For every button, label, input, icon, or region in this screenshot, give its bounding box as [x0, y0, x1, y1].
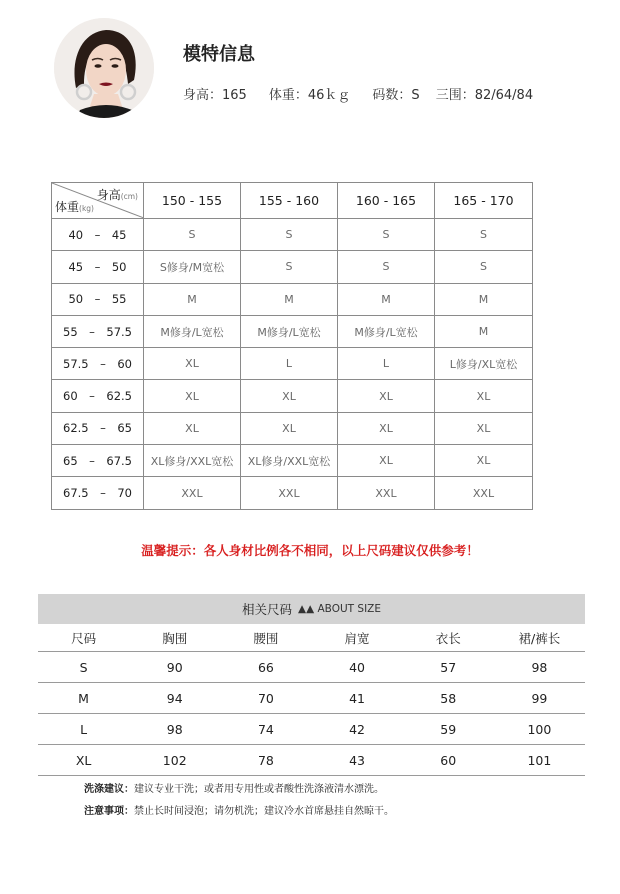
- column-header: 尺码: [38, 624, 129, 652]
- measurement-cell: 58: [403, 683, 494, 714]
- measurement-cell: 78: [220, 745, 311, 776]
- bust-label: 三围：: [435, 88, 475, 103]
- measurement-cell: M: [38, 683, 129, 714]
- size-value: S: [411, 88, 420, 103]
- about-size-table: [38, 624, 585, 776]
- measurement-cell: XL: [38, 745, 129, 776]
- size-cell: M修身/L宽松: [338, 315, 435, 347]
- corner-weight-unit: (kg): [79, 204, 94, 213]
- weight-range-label: 40 – 45: [52, 219, 144, 251]
- care-label: 注意事项：: [84, 806, 134, 817]
- height-range-header: 165 - 170: [435, 183, 533, 219]
- size-cell: M: [338, 283, 435, 315]
- measurement-cell: 70: [220, 683, 311, 714]
- weight-range-label: 60 – 62.5: [52, 380, 144, 412]
- measurement-cell: S: [38, 652, 129, 683]
- size-cell: XL: [144, 380, 241, 412]
- weight-label: 体重：: [268, 88, 308, 103]
- about-size-title: 相关尺码: [241, 602, 292, 617]
- table-row: [52, 412, 533, 444]
- size-cell: S: [435, 219, 533, 251]
- about-size-subtitle-wrap: [298, 603, 381, 615]
- bust-value: 82/64/84: [474, 88, 534, 103]
- size-cell: XL: [338, 380, 435, 412]
- table-row: [52, 380, 533, 412]
- size-cell: S: [241, 251, 338, 283]
- size-cell: S修身/M宽松: [144, 251, 241, 283]
- size-cell: XL: [435, 412, 533, 444]
- measurement-cell: 94: [129, 683, 220, 714]
- measurement-cell: 99: [494, 683, 585, 714]
- table-row: [52, 315, 533, 347]
- weight-range-label: 62.5 – 65: [52, 412, 144, 444]
- weight-range-label: 45 – 50: [52, 251, 144, 283]
- size-cell: XL: [435, 380, 533, 412]
- size-cell: S: [338, 251, 435, 283]
- height-label: 身高：: [183, 88, 223, 103]
- triangle-icon: ▲▲: [298, 603, 315, 615]
- measurement-cell: 102: [129, 745, 220, 776]
- size-label: 码数：: [372, 88, 412, 103]
- table-header-row: [52, 183, 533, 219]
- column-header: 衣长: [403, 624, 494, 652]
- measurement-cell: 101: [494, 745, 585, 776]
- size-cell: XXL: [144, 477, 241, 509]
- size-cell: XXL: [338, 477, 435, 509]
- measurement-cell: 98: [129, 714, 220, 745]
- size-recommendation-table: [51, 182, 533, 510]
- care-text: 禁止长时间浸泡；请勿机洗；建议冷水首席悬挂自然晾干。: [134, 806, 394, 817]
- measurement-cell: 43: [311, 745, 402, 776]
- corner-cell: [52, 183, 144, 219]
- table-row: [52, 477, 533, 509]
- corner-height-unit: (cm): [120, 192, 138, 201]
- size-cell: XL: [144, 348, 241, 380]
- measurement-cell: 57: [403, 652, 494, 683]
- size-cell: S: [144, 219, 241, 251]
- model-info-line: [183, 84, 533, 103]
- size-cell: M: [241, 283, 338, 315]
- size-cell: XL修身/XXL宽松: [241, 445, 338, 477]
- corner-weight-label: 体重: [55, 200, 80, 214]
- model-avatar: [54, 18, 154, 118]
- weight-value: 46ｋｇ: [307, 88, 351, 103]
- measurement-cell: 59: [403, 714, 494, 745]
- table-row: [38, 683, 585, 714]
- size-cell: S: [435, 251, 533, 283]
- height-range-header: 150 - 155: [144, 183, 241, 219]
- size-cell: XL: [338, 412, 435, 444]
- corner-height-label: 身高: [96, 188, 121, 202]
- measurement-cell: 40: [311, 652, 402, 683]
- wash-text: 建议专业干洗；或者用专用性或者酸性洗涤液清水漂洗。: [134, 784, 384, 795]
- measurement-cell: 100: [494, 714, 585, 745]
- size-cell: XL: [435, 445, 533, 477]
- wash-note: [84, 780, 384, 795]
- table-row: [38, 652, 585, 683]
- size-cell: XL: [241, 412, 338, 444]
- table-row: [38, 745, 585, 776]
- height-value: 165: [222, 88, 247, 103]
- weight-range-label: 57.5 – 60: [52, 348, 144, 380]
- size-cell: XL: [241, 380, 338, 412]
- care-note: [84, 802, 394, 817]
- table-row: [52, 283, 533, 315]
- measurement-cell: 66: [220, 652, 311, 683]
- column-header: 裙/裤长: [494, 624, 585, 652]
- table-row: [52, 348, 533, 380]
- size-cell: S: [338, 219, 435, 251]
- size-cell: M: [435, 283, 533, 315]
- weight-range-label: 65 – 67.5: [52, 445, 144, 477]
- size-cell: L: [338, 348, 435, 380]
- about-size-header: [38, 594, 585, 624]
- measurement-cell: 74: [220, 714, 311, 745]
- measurement-cell: 98: [494, 652, 585, 683]
- measurement-cell: L: [38, 714, 129, 745]
- column-header: 腰围: [220, 624, 311, 652]
- size-cell: M修身/L宽松: [144, 315, 241, 347]
- size-cell: S: [241, 219, 338, 251]
- weight-range-label: 55 – 57.5: [52, 315, 144, 347]
- column-header: 肩宽: [311, 624, 402, 652]
- weight-range-label: 67.5 – 70: [52, 477, 144, 509]
- size-cell: XL修身/XXL宽松: [144, 445, 241, 477]
- warm-tip: 温馨提示：各人身材比例各不相同，以上尺码建议仅供参考！: [141, 543, 479, 558]
- measurement-cell: 60: [403, 745, 494, 776]
- measurement-cell: 42: [311, 714, 402, 745]
- size-cell: XXL: [435, 477, 533, 509]
- size-cell: M修身/L宽松: [241, 315, 338, 347]
- table-row: [38, 714, 585, 745]
- about-size-header-row: [38, 624, 585, 652]
- size-cell: M: [144, 283, 241, 315]
- height-range-header: 160 - 165: [338, 183, 435, 219]
- table-row: [52, 219, 533, 251]
- about-size-subtitle: ABOUT SIZE: [317, 603, 381, 615]
- table-row: [52, 251, 533, 283]
- size-cell: L修身/XL宽松: [435, 348, 533, 380]
- size-cell: M: [435, 315, 533, 347]
- column-header: 胸围: [129, 624, 220, 652]
- measurement-cell: 90: [129, 652, 220, 683]
- measurement-cell: 41: [311, 683, 402, 714]
- table-row: [52, 445, 533, 477]
- weight-range-label: 50 – 55: [52, 283, 144, 315]
- size-cell: XXL: [241, 477, 338, 509]
- height-range-header: 155 - 160: [241, 183, 338, 219]
- size-cell: XL: [144, 412, 241, 444]
- size-cell: L: [241, 348, 338, 380]
- model-info-title: 模特信息: [183, 44, 255, 65]
- size-cell: XL: [338, 445, 435, 477]
- wash-label: 洗涤建议：: [84, 784, 134, 795]
